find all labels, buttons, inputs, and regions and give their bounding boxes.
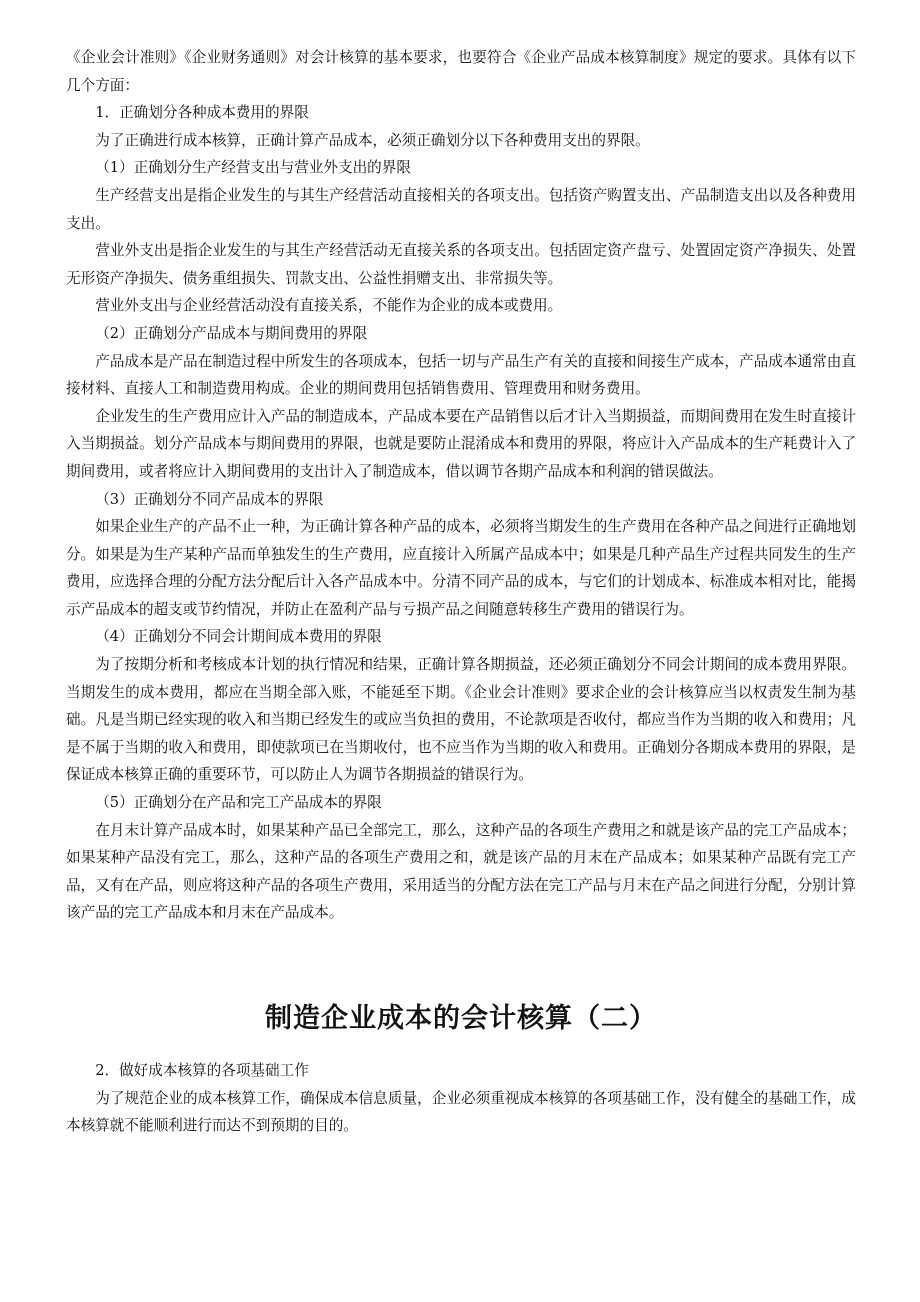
section-heading-1: 1．正确划分各种成本费用的界限 [95, 104, 309, 122]
paragraph: 《企业会计准则》《企业财务通则》对会计核算的基本要求，也要符合《企业产品成本核算制度》规定的要求。具体有以下几个方面： [66, 49, 856, 94]
subheading-1: （1）正确划分生产经营支出与营业外支出的界限 [95, 159, 411, 177]
paragraph: 营业外支出与企业经营活动没有直接关系，不能作为企业的成本或费用。 [95, 297, 563, 315]
paragraph: 如果企业生产的产品不止一种，为正确计算各种产品的成本，必须将当期发生的生产费用在各种产品之间进行正确地划分。如果是为生产某种产品而单独发生的生产费用，应直接计入所属产品成本中；如果是几种产品生产过程共同发生的生产费用，应选择合理的分配方法分配后计入各产品成本中。分清不同产品的成本，与它们的计划成本、标准成本相对比，能揭示产品成本的超支或节约情况，并防止在盈利产品与亏损产品之间随意转移生产费用的错误行为。 [66, 518, 856, 618]
subheading-5: （5）正确划分在产品和完工产品成本的界限 [95, 794, 382, 812]
section-spacer [66, 927, 856, 981]
paragraph: 为了规范企业的成本核算工作，确保成本信息质量，企业必须重视成本核算的各项基础工作，没有健全的基础工作，成本核算就不能顺利进行而达不到预期的目的。 [66, 1089, 856, 1135]
subheading-2: （2）正确划分产品成本与期间费用的界限 [95, 324, 368, 342]
section-title: 制造企业成本的会计核算（二） [265, 1003, 657, 1034]
paragraph: 为了按期分析和考核成本计划的执行情况和结果，正确计算各期损益，还必须正确划分不同会计期间的成本费用界限。当期发生的成本费用，都应在当期全部入账，不能延至下期。《企业会计准则》要求企业的会计核算应当以权责发生制为基础。凡是当期已经实现的收入和当期已经发生的或应当负担的费用，不论款项是否收付，都应当作为当期的收入和费用；凡是不属于当期的收入和费用，即使款项已在当期收付，也不应当作为当期的收入和费用。正确划分各期成本费用的界限，是保证成本核算正确的重要环节，可以防止人为调节各期损益的错误行为。 [66, 656, 856, 784]
paragraph: 产品成本是产品在制造过程中所发生的各项成本，包括一切与产品生产有关的直接和间接生产成本，产品成本通常由直接材料、直接人工和制造费用构成。企业的期间费用包括销售费用、管理费用和财务费用。 [66, 352, 856, 398]
paragraph: 在月末计算产品成本时，如果某种产品已全部完工，那么，这种产品的各项生产费用之和就是该产品的完工产品成本；如果某种产品没有完工，那么，这种产品的各项生产费用之和，就是该产品的月末在产品成本；如果某种产品既有完工产品，又有在产品，则应将这种产品的各项生产费用，采用适当的分配方法在完工产品与月末在产品之间进行分配，分别计算该产品的完工产品成本和月末在产品成本。 [66, 821, 856, 922]
section-heading-2: 2．做好成本核算的各项基础工作 [95, 1062, 309, 1079]
subheading-4: （4）正确划分不同会计期间成本费用的界限 [95, 628, 382, 646]
paragraph: 企业发生的生产费用应计入产品的制造成本，产品成本要在产品销售以后才计入当期损益，而期间费用在发生时直接计入当期损益。划分产品成本与期间费用的界限，也就是要防止混淆成本和费用的界限，将应计入产品成本的生产耗费计入了期间费用，或者将应计入期间费用的支出计入了制造成本，借以调节各期产品成本和利润的错误做法。 [66, 407, 856, 480]
subheading-3: （3）正确划分不同产品成本的界限 [95, 490, 324, 508]
document-page [66, 44, 856, 1140]
paragraph: 营业外支出是指企业发生的与其生产经营活动无直接关系的各项支出。包括固定资产盘亏、处置固定资产净损失、处置无形资产净损失、债务重组损失、罚款支出、公益性捐赠支出、非常损失等。 [66, 242, 856, 287]
paragraph: 生产经营支出是指企业发生的与其生产经营活动直接相关的各项支出。包括资产购置支出、产品制造支出以及各种费用支出。 [66, 186, 856, 232]
paragraph: 为了正确进行成本核算，正确计算产品成本，必须正确划分以下各种费用支出的界限。 [95, 131, 650, 149]
